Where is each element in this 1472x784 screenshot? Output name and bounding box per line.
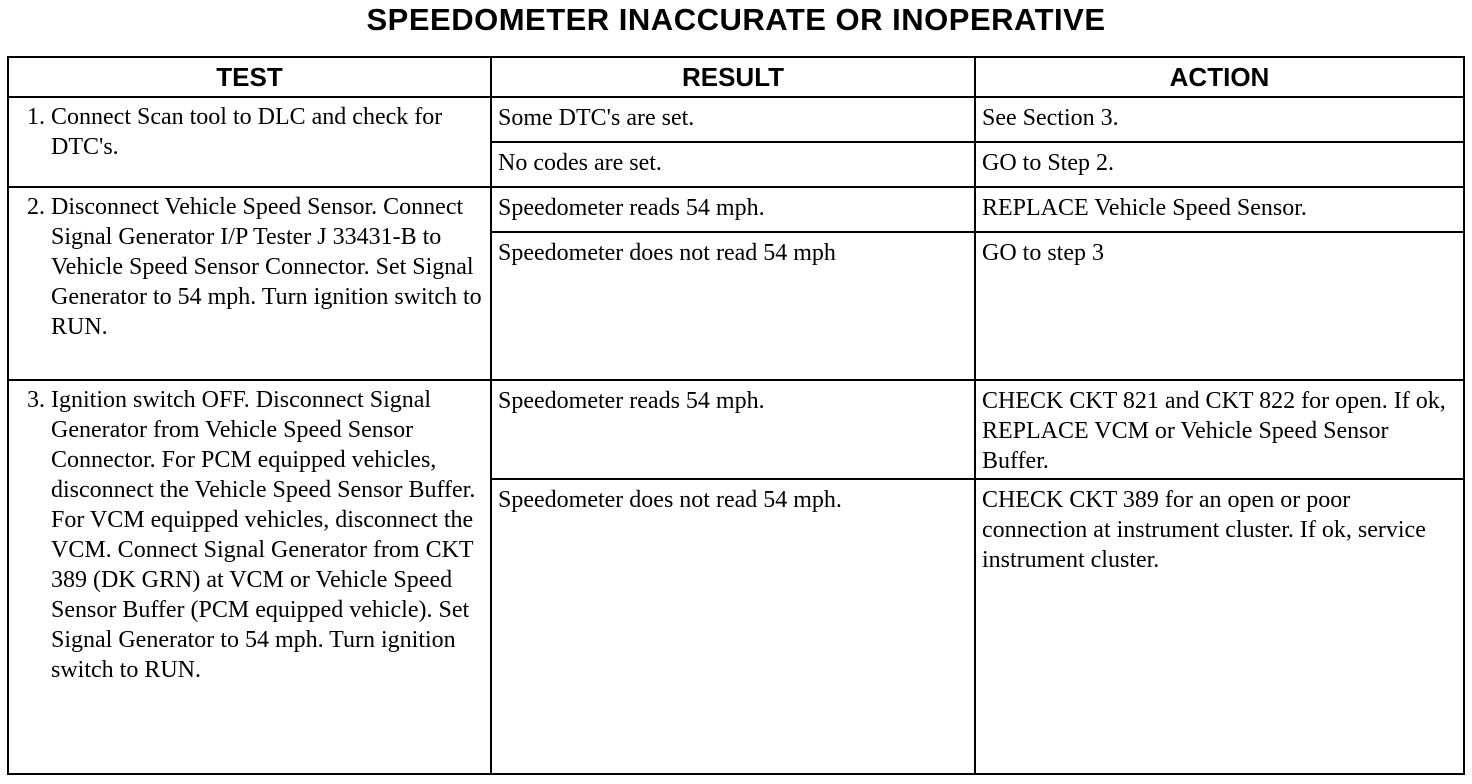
test-text: Ignition switch OFF. Disconnect Signal Generator from Vehicle Speed Sensor Connector. For PCM equipped vehicles, disconnect the Vehicle Speed Sensor Buffer. For VCM equipped vehicles, disconnect the VCM. Connect Signal Generator from CKT 389 (DK GRN) at VCM or Vehicle Speed Sensor Buffer (PCM equipped vehicle). Set Signal Generator to 54 mph. Turn ignition switch to RUN. [51, 387, 476, 683]
result-cell: Speedometer does not read 54 mph [491, 232, 975, 380]
action-cell: REPLACE Vehicle Speed Sensor. [975, 187, 1464, 232]
result-cell: Speedometer reads 54 mph. [491, 187, 975, 232]
table-row [8, 97, 1464, 142]
column-header-result: RESULT [491, 57, 975, 97]
test-text: Disconnect Vehicle Speed Sensor. Connect Signal Generator I/P Tester J 33431-B to Vehicle Speed Sensor Connector. Set Signal Generator to 54 mph. Turn ignition switch to RUN. [51, 194, 482, 340]
step-number: 1. [27, 104, 45, 130]
action-cell: GO to step 3 [975, 232, 1464, 380]
table-row [8, 187, 1464, 232]
diagnostic-table [7, 56, 1465, 775]
test-text: Connect Scan tool to DLC and check for DTC's. [51, 104, 443, 160]
action-cell: See Section 3. [975, 97, 1464, 142]
column-header-test: TEST [8, 57, 491, 97]
header-row [8, 57, 1464, 97]
result-cell: Some DTC's are set. [491, 97, 975, 142]
page-title: SPEEDOMETER INACCURATE OR INOPERATIVE [366, 2, 1106, 37]
test-cell-step-1 [8, 97, 491, 187]
result-cell: Speedometer does not read 54 mph. [491, 479, 975, 774]
step-number: 3. [27, 387, 45, 413]
action-cell: GO to Step 2. [975, 142, 1464, 187]
action-cell: CHECK CKT 821 and CKT 822 for open. If ok, REPLACE VCM or Vehicle Speed Sensor Buffer. [975, 380, 1464, 479]
test-cell-step-2 [8, 187, 491, 380]
test-cell-step-3 [8, 380, 491, 774]
result-cell: Speedometer reads 54 mph. [491, 380, 975, 479]
table-row [8, 380, 1464, 479]
result-cell: No codes are set. [491, 142, 975, 187]
column-header-action: ACTION [975, 57, 1464, 97]
step-number: 2. [27, 194, 45, 220]
action-cell: CHECK CKT 389 for an open or poor connection at instrument cluster. If ok, service instrument cluster. [975, 479, 1464, 774]
